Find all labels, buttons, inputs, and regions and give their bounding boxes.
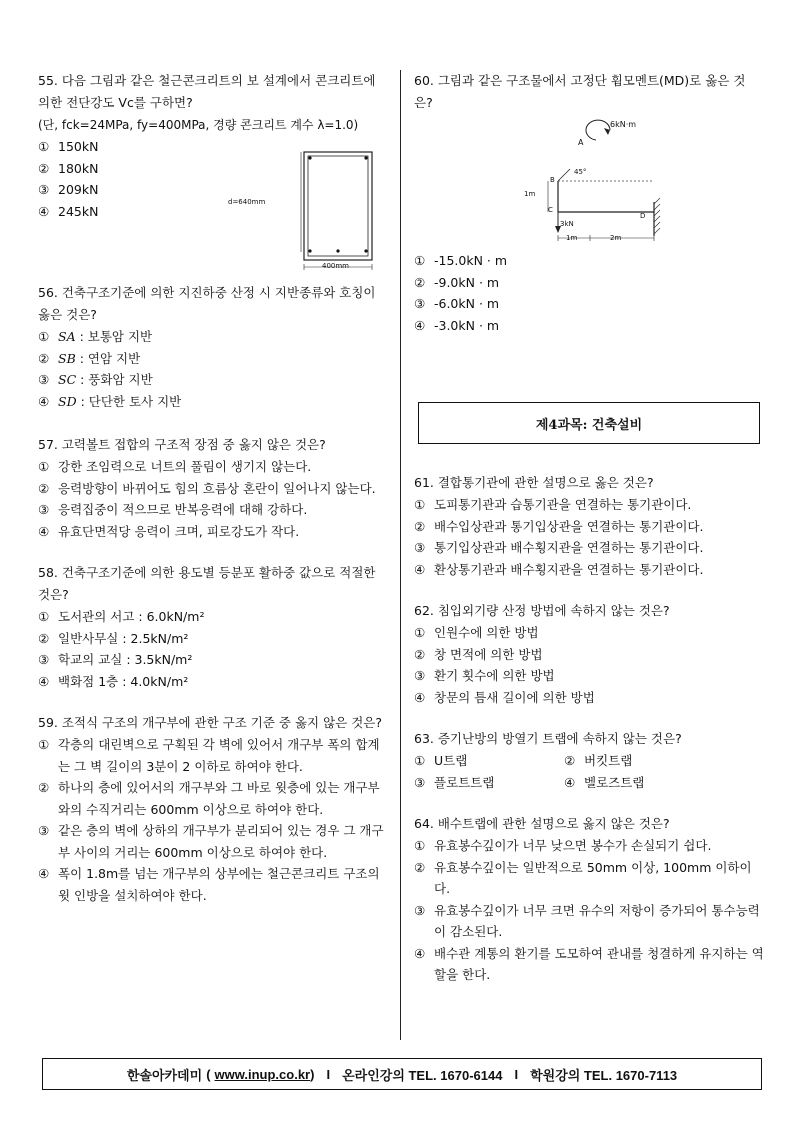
option-1[interactable]: ① U트랩 bbox=[414, 753, 468, 768]
question-64 bbox=[414, 813, 764, 986]
question-64-text: 64. 배수트랩에 관한 설명으로 옳지 않은 것은? bbox=[414, 816, 670, 831]
option-3[interactable]: ③ 같은 층의 벽에 상하의 개구부가 분리되어 있는 경우 그 개구부 사이의 거리는 600mm 이상으로 하여야 한다. bbox=[38, 823, 384, 860]
option-2[interactable]: ② 배수입상관과 통기입상관을 연결하는 통기관이다. bbox=[414, 518, 704, 534]
subject-heading: 제4과목: 건축설비 bbox=[418, 402, 760, 444]
footer-offline-phone: 학원강의 TEL. 1670-7113 bbox=[530, 1067, 678, 1083]
question-58-text: 58. 건축구조기준에 의한 용도별 등분포 활하중 값으로 적절한 것은? bbox=[38, 565, 376, 602]
option-1[interactable]: ① SA : 보통암 지반 bbox=[38, 329, 153, 344]
option-3[interactable]: ③ -6.0kN · m bbox=[414, 296, 500, 311]
question-62 bbox=[414, 600, 764, 708]
footer-online-phone: 온라인강의 TEL. 1670-6144 bbox=[342, 1067, 503, 1083]
option-4[interactable]: ④ 백화점 1층 : 4.0kN/m² bbox=[38, 673, 189, 689]
footer-separator: I bbox=[326, 1066, 331, 1082]
fig60-point-a: A bbox=[578, 138, 584, 147]
fig60-span1-label: 1m bbox=[566, 234, 578, 242]
option-3[interactable]: ③ 통기입상관과 배수횡지관을 연결하는 통기관이다. bbox=[414, 540, 704, 555]
option-4[interactable]: ④ 벨로즈트랩 bbox=[564, 774, 645, 790]
question-56 bbox=[38, 282, 386, 412]
option-1[interactable]: ① 도서관의 서고 : 6.0kN/m² bbox=[38, 609, 205, 624]
option-3[interactable]: ③ 209kN bbox=[38, 182, 99, 197]
question-61-text: 61. 결합통기관에 관한 설명으로 옳은 것은? bbox=[414, 475, 654, 490]
fig60-moment-label: 6kN·m bbox=[610, 120, 637, 129]
left-column bbox=[38, 70, 386, 924]
option-4[interactable]: ④ 환상통기관과 배수횡지관을 연결하는 통기관이다. bbox=[414, 561, 704, 577]
option-4[interactable]: ④ SD : 단단한 토사 지반 bbox=[38, 393, 182, 409]
footer-academy: 한솔아카데미 bbox=[126, 1067, 203, 1083]
question-57 bbox=[38, 434, 386, 542]
question-59 bbox=[38, 712, 386, 906]
footer-banner: 한솔아카데미 ( www.inup.co.kr ) I 온라인강의 TEL. 1670-6144 I 학원강의 TEL. 1670-7113 bbox=[42, 1058, 762, 1090]
option-2[interactable]: ② 유효봉수깊이는 일반적으로 50mm 이상, 100mm 이하이다. bbox=[414, 859, 752, 896]
question-55 bbox=[38, 70, 386, 270]
option-3[interactable]: ③ 응력집중이 적으므로 반복응력에 대해 강하다. bbox=[38, 502, 308, 517]
right-column bbox=[414, 70, 764, 1004]
fig55-depth-label: d=640mm bbox=[228, 198, 266, 206]
option-1[interactable]: ① 150kN bbox=[38, 139, 99, 154]
fig55-width-label: 400mm bbox=[322, 262, 349, 270]
option-2[interactable]: ② 버킷트랩 bbox=[564, 753, 633, 768]
option-3[interactable]: ③ 플로트트랩 bbox=[414, 774, 495, 790]
option-4[interactable]: ④ 245kN bbox=[38, 203, 99, 219]
option-3[interactable]: ③ SC : 풍화암 지반 bbox=[38, 372, 153, 387]
question-58 bbox=[38, 562, 386, 692]
fig60-span2-label: 2m bbox=[610, 234, 622, 242]
question-63 bbox=[414, 728, 764, 793]
option-2[interactable]: ② SB : 연암 지반 bbox=[38, 350, 141, 366]
option-4[interactable]: ④ 창문의 틈새 길이에 의한 방법 bbox=[414, 689, 595, 705]
option-2[interactable]: ② 응력방향이 바뀌어도 힘의 흐름상 혼란이 일어나지 않는다. bbox=[38, 480, 376, 496]
frame-structure-figure bbox=[518, 110, 678, 246]
question-57-text: 57. 고력볼트 접합의 구조적 장점 중 옳지 않은 것은? bbox=[38, 437, 326, 452]
question-63-text: 63. 증기난방의 방열기 트랩에 속하지 않는 것은? bbox=[414, 731, 682, 746]
option-1[interactable]: ① 도피통기관과 습통기관을 연결하는 통기관이다. bbox=[414, 497, 692, 512]
footer-separator: I bbox=[514, 1066, 519, 1082]
footer-url-link[interactable]: www.inup.co.kr bbox=[214, 1066, 311, 1082]
option-2[interactable]: ② 180kN bbox=[38, 160, 99, 176]
question-61 bbox=[414, 472, 764, 580]
option-2[interactable]: ② -9.0kN · m bbox=[414, 274, 500, 290]
option-4[interactable]: ④ 배수관 계통의 환기를 도모하여 관내를 청결하게 유지하는 역할을 한다. bbox=[414, 945, 764, 982]
fig60-load-label: 3kN bbox=[560, 220, 574, 228]
fig60-angle-label: 45° bbox=[574, 168, 587, 176]
option-1[interactable]: ① 각층의 대린벽으로 구획된 각 벽에 있어서 개구부 폭의 합계는 그 벽 길이의 3분이 2 이하로 하여야 한다. bbox=[38, 737, 380, 774]
question-55-condition: (단, fck=24MPa, fy=400MPa, 경량 콘크리트 계수 λ=1.0) bbox=[38, 118, 359, 132]
question-60 bbox=[414, 70, 764, 336]
fig60-point-c: C bbox=[548, 206, 553, 214]
option-2[interactable]: ② 하나의 층에 있어서의 개구부와 그 바로 윗층에 있는 개구부와의 수직거리는 600mm 이상으로 하여야 한다. bbox=[38, 780, 380, 817]
option-3[interactable]: ③ 유효봉수깊이가 너무 크면 유수의 저항이 증가되어 통수능력이 감소된다. bbox=[414, 902, 760, 939]
option-2[interactable]: ② 창 면적에 의한 방법 bbox=[414, 646, 543, 662]
fig60-height-label: 1m bbox=[524, 190, 536, 198]
question-56-text: 56. 건축구조기준에 의한 지진하중 산정 시 지반종류와 호칭이 옳은 것은? bbox=[38, 285, 376, 322]
option-4[interactable]: ④ -3.0kN · m bbox=[414, 317, 500, 333]
option-3[interactable]: ③ 학교의 교실 : 3.5kN/m² bbox=[38, 652, 193, 667]
question-59-text: 59. 조적식 구조의 개구부에 관한 구조 기준 중 옳지 않은 것은? bbox=[38, 715, 382, 730]
option-3[interactable]: ③ 환기 횟수에 의한 방법 bbox=[414, 668, 555, 683]
question-62-text: 62. 침입외기량 산정 방법에 속하지 않는 것은? bbox=[414, 603, 670, 618]
option-1[interactable]: ① -15.0kN · m bbox=[414, 253, 508, 268]
beam-section-figure bbox=[300, 146, 392, 274]
fig60-point-d: D bbox=[640, 212, 646, 220]
option-2[interactable]: ② 일반사무실 : 2.5kN/m² bbox=[38, 630, 189, 646]
option-1[interactable]: ① 인원수에 의한 방법 bbox=[414, 625, 539, 640]
question-60-text: 60. 그림과 같은 구조물에서 고정단 휨모멘트(MD)로 옳은 것은? bbox=[414, 73, 746, 110]
option-1[interactable]: ① 강한 조임력으로 너트의 풀림이 생기지 않는다. bbox=[38, 459, 312, 474]
option-4[interactable]: ④ 폭이 1.8m를 넘는 개구부의 상부에는 철근콘크리트 구조의 윗 인방을 설치하여야 한다. bbox=[38, 866, 380, 903]
column-divider bbox=[400, 70, 401, 1040]
question-55-text: 55. 다음 그림과 같은 철근콘크리트의 보 설계에서 콘크리트에 의한 전단강도 Vc를 구하면? bbox=[38, 73, 376, 110]
option-4[interactable]: ④ 유효단면적당 응력이 크며, 피로강도가 작다. bbox=[38, 523, 300, 539]
fig60-point-b: B bbox=[550, 176, 555, 184]
option-1[interactable]: ① 유효봉수깊이가 너무 낮으면 봉수가 손실되기 쉽다. bbox=[414, 838, 712, 853]
